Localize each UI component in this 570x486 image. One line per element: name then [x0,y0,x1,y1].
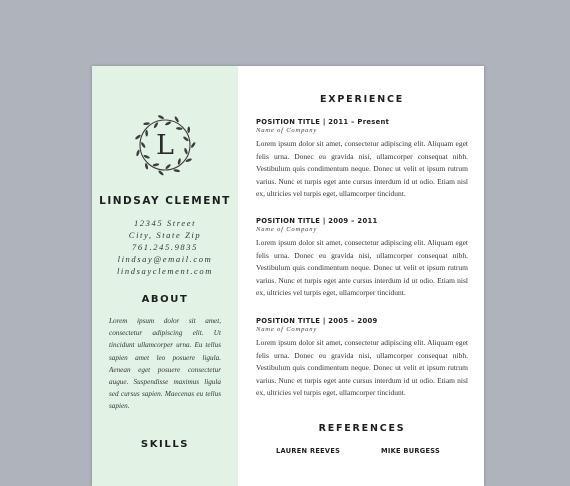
job-entry [256,118,468,201]
contact-email: lindsay@email.com [117,254,213,264]
company-name: Name of Company [256,127,318,134]
job-description: Lorem ipsum dolor sit amet, consectetur adipiscing elit. Aliquam eget felis urna. Donec eu gravida nisi, ullamcorper consequat nibh. Vestibulum quis condimentum neque. Donec ut velit et ipsum rutrum varius. Nunc et turpis eget ante cursus interdum id ut odio. Etiam nisl ex, ultricies vel turpis eget, ullamcorper tincidunt. [256,338,468,398]
references-heading: REFERENCES [318,423,406,434]
contact-city: City, State Zip [128,230,202,240]
job-description: Lorem ipsum dolor sit amet, consectetur adipiscing elit. Aliquam eget felis urna. Donec eu gravida nisi, ullamcorper consequat nibh. Vestibulum quis condimentum neque. Donec ut velit et ipsum rutrum varius. Nunc et turpis eget ante cursus interdum id ut odio. Etiam nisl ex, ultricies vel turpis eget, ullamcorper tincidunt. [256,139,468,199]
resume-sidebar [92,66,238,486]
about-heading: ABOUT [141,294,189,305]
reference-name: MIKE BURGESS [381,447,441,455]
contact-phone: 761.245.9835 [132,242,198,252]
job-entry [256,217,468,300]
job-title: POSITION TITLE | 2005 – 2009 [256,317,378,325]
candidate-name: LINDSAY CLEMENT [99,195,231,207]
job-title: POSITION TITLE | 2011 – Present [256,118,390,126]
job-title: POSITION TITLE | 2009 – 2011 [256,217,378,225]
contact-info [92,217,238,277]
job-description: Lorem ipsum dolor sit amet, consectetur adipiscing elit. Aliquam eget felis urna. Donec eu gravida nisi, ullamcorper consequat nibh. Vestibulum quis condimentum neque. Donec ut velit et ipsum rutrum varius. Nunc et turpis eget ante cursus interdum id ut odio. Etiam nisl ex, ultricies vel turpis eget, ullamcorper tincidunt. [256,238,468,298]
company-name: Name of Company [256,226,318,233]
monogram-letter: L [156,129,174,161]
about-text: Lorem ipsum dolor sit amet, consectetur adipiscing elit. Ut tincidunt ullamcorper urna. Eu tellus sapien amet leo posuere ligula. Aenean eget posuere consectetur augue. Suspendisse maximus ligula sed cursus sapien. Maecenas eu tellus sapien. [109,317,221,411]
reference-name: LAUREN REEVES [276,447,341,455]
company-name: Name of Company [256,326,318,333]
contact-website: lindsayclement.com [116,266,214,276]
skills-heading: SKILLS [140,439,190,450]
experience-heading: EXPERIENCE [319,94,405,105]
job-entry [256,317,468,400]
contact-street: 12345 Street [133,218,197,228]
monogram-wreath [132,112,198,178]
resume-page [92,66,484,486]
